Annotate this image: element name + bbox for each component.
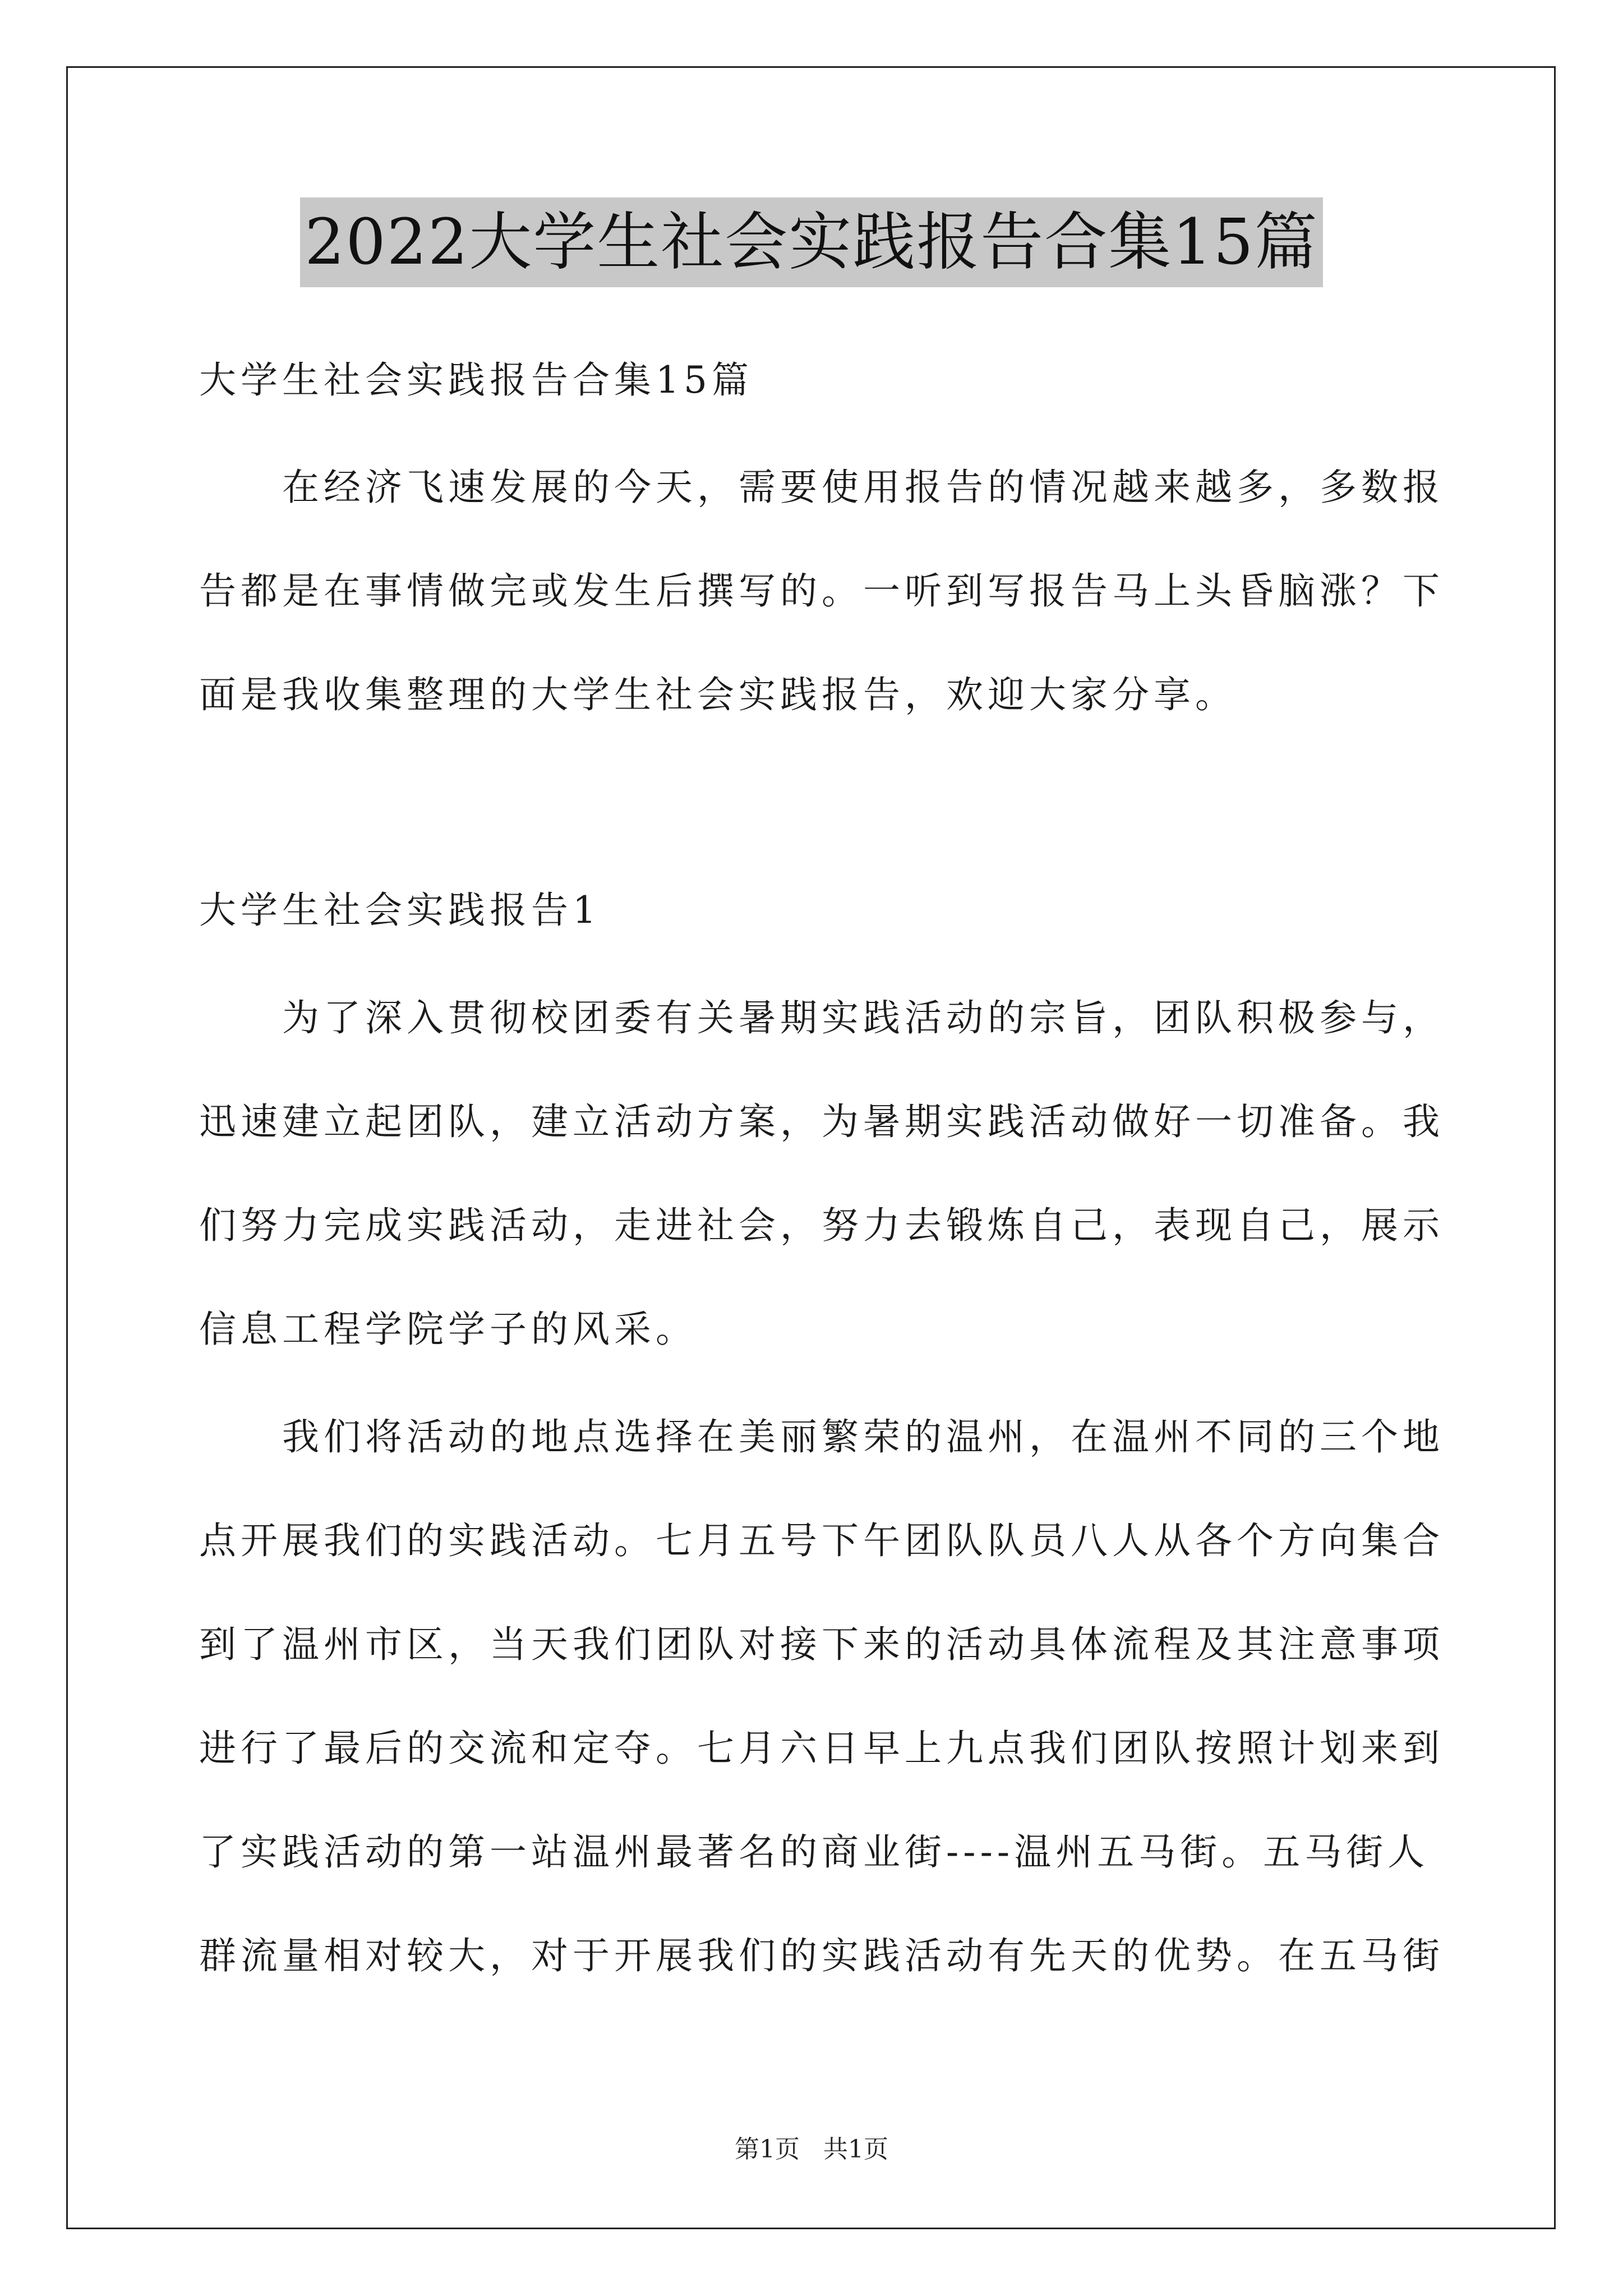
para2-line-2: 点开展我们的实践活动。七月五号下午团队队员八人从各个方向集合	[199, 1519, 1444, 1562]
section-heading: 大学生社会实践报告1	[199, 889, 601, 932]
document-subtitle: 大学生社会实践报告合集15篇	[199, 358, 753, 402]
intro-line-2: 告都是在事情做完或发生后撰写的。一听到写报告马上头昏脑涨？下	[199, 569, 1444, 613]
page-current: 第1页	[735, 2135, 800, 2164]
para2-line-3: 到了温州市区，当天我们团队对接下来的活动具体流程及其注意事项	[199, 1623, 1444, 1666]
para2-line-5: 了实践活动的第一站温州最著名的商业街----温州五马街。五马街人	[199, 1830, 1430, 1874]
page-footer	[0, 2129, 1623, 2165]
para2-line-4: 进行了最后的交流和定夺。七月六日早上九点我们团队按照计划来到	[199, 1727, 1444, 1770]
para1-line-1: 为了深入贯彻校团委有关暑期实践活动的宗旨，团队积极参与，	[282, 996, 1444, 1039]
page-total: 共1页	[823, 2135, 888, 2164]
intro-line-1: 在经济飞速发展的今天，需要使用报告的情况越来越多，多数报	[282, 466, 1444, 509]
para1-line-2: 迅速建立起团队，建立活动方案，为暑期实践活动做好一切准备。我	[199, 1100, 1444, 1143]
title-wrap	[0, 197, 1623, 287]
para1-line-4: 信息工程学院学子的风采。	[199, 1308, 697, 1351]
document-title: 2022大学生社会实践报告合集15篇	[300, 197, 1323, 287]
para2-line-1: 我们将活动的地点选择在美丽繁荣的温州，在温州不同的三个地	[282, 1415, 1444, 1458]
para2-line-6: 群流量相对较大，对于开展我们的实践活动有先天的优势。在五马街	[199, 1934, 1444, 1977]
para1-line-3: 们努力完成实践活动，走进社会，努力去锻炼自己，表现自己，展示	[199, 1204, 1444, 1247]
intro-line-3: 面是我收集整理的大学生社会实践报告，欢迎大家分享。	[199, 673, 1237, 716]
